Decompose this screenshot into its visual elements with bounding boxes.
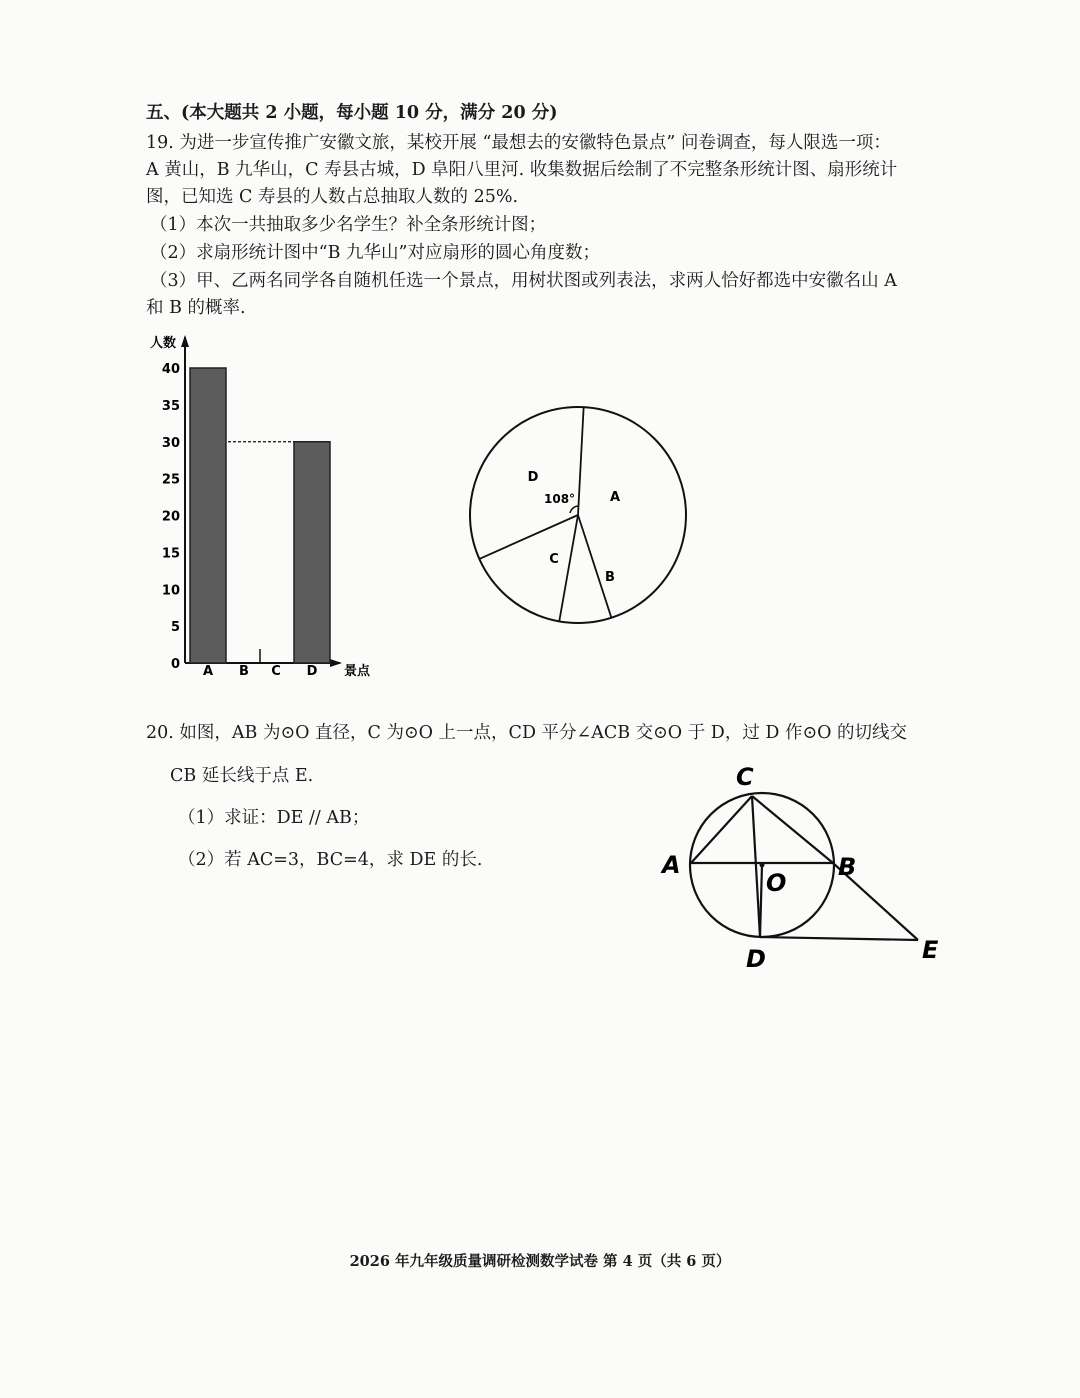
y-tick-label: 25 <box>161 472 180 488</box>
q19-line1: 19. 为进一步宣传推广安徽文旅，某校开展 “最想去的安徽特色景点” 问卷调查，每人限选一项： <box>146 133 891 153</box>
pie-divider <box>559 515 578 621</box>
x-tick-label: D <box>306 664 318 679</box>
pie-divider <box>578 407 584 515</box>
label-a: A <box>662 851 681 879</box>
pie-annotation-angle: 108° <box>544 492 576 506</box>
segment-de <box>760 937 918 940</box>
y-axis-arrow <box>181 335 189 347</box>
y-tick-label: 5 <box>170 620 180 636</box>
y-tick-label: 35 <box>161 398 180 414</box>
q19-part1: （1）本次一共抽取多少名学生？补全条形统计图； <box>150 215 547 235</box>
page-footer: 2026 年九年级质量调研检测数学试卷 第 4 页（共 6 页） <box>349 1253 731 1270</box>
y-axis-label: 人数 <box>150 336 177 351</box>
section-header: 五、(本大题共 2 小题，每小题 10 分，满分 20 分) <box>146 103 558 123</box>
q19-part2: （2）求扇形统计图中“B 九华山”对应扇形的圆心角度数； <box>150 243 600 263</box>
q20-part2: （2）若 AC=3，BC=4，求 DE 的长. <box>178 850 483 870</box>
x-tick-label: B <box>239 664 249 679</box>
label-d: D <box>746 945 766 973</box>
q19-line3: 图，已知选 C 寿县的人数占总抽取人数的 25%. <box>146 187 519 207</box>
pie-chart <box>460 395 700 635</box>
center-point <box>760 863 765 868</box>
pie-divider <box>479 515 578 559</box>
x-tick-label: A <box>202 664 214 679</box>
label-c: C <box>736 763 754 791</box>
y-tick-label: 10 <box>161 583 180 599</box>
y-tick-label: 40 <box>161 362 180 377</box>
q19-part3-line1: （3）甲、乙两名同学各自随机任选一个景点，用树状图或列表法，求两人恰好都选中安徽名山 A <box>150 271 897 291</box>
pie-divider <box>578 515 611 618</box>
segment-cb <box>752 796 833 863</box>
y-tick-label: 30 <box>161 435 180 451</box>
x-tick-label: C <box>271 664 281 679</box>
bar-a <box>190 368 226 663</box>
q19-part3-line2: 和 B 的概率. <box>146 298 246 318</box>
bar-d <box>294 442 330 663</box>
q20-part1: （1）求证：DE // AB； <box>178 808 370 828</box>
segment-od <box>760 865 762 937</box>
pie-label-b: B <box>605 570 615 585</box>
label-e: E <box>922 936 939 964</box>
label-b: B <box>838 853 857 881</box>
x-axis-label: 景点 <box>344 664 371 679</box>
q20-line1: 20. 如图，AB 为⊙O 直径，C 为⊙O 上一点，CD 平分∠ACB 交⊙O 于 D，过 D 作⊙O 的切线交 <box>146 723 908 743</box>
pie-label-a: A <box>609 490 621 505</box>
q20-line2: CB 延长线于点 E. <box>170 766 314 786</box>
y-tick-label: 0 <box>170 657 180 672</box>
x-axis-arrow <box>330 659 342 667</box>
q19-line2: A 黄山，B 九华山，C 寿县古城，D 阜阳八里河. 收集数据后绘制了不完整条形统计图、扇形统计 <box>146 160 898 180</box>
label-o: O <box>766 869 787 897</box>
pie-label-c: C <box>549 552 559 567</box>
pie-label-d: D <box>527 470 539 485</box>
geometry-figure <box>650 755 960 985</box>
bar-chart <box>140 325 390 685</box>
y-tick-label: 20 <box>161 509 180 525</box>
y-tick-label: 15 <box>161 546 180 562</box>
segment-cd <box>752 796 760 937</box>
